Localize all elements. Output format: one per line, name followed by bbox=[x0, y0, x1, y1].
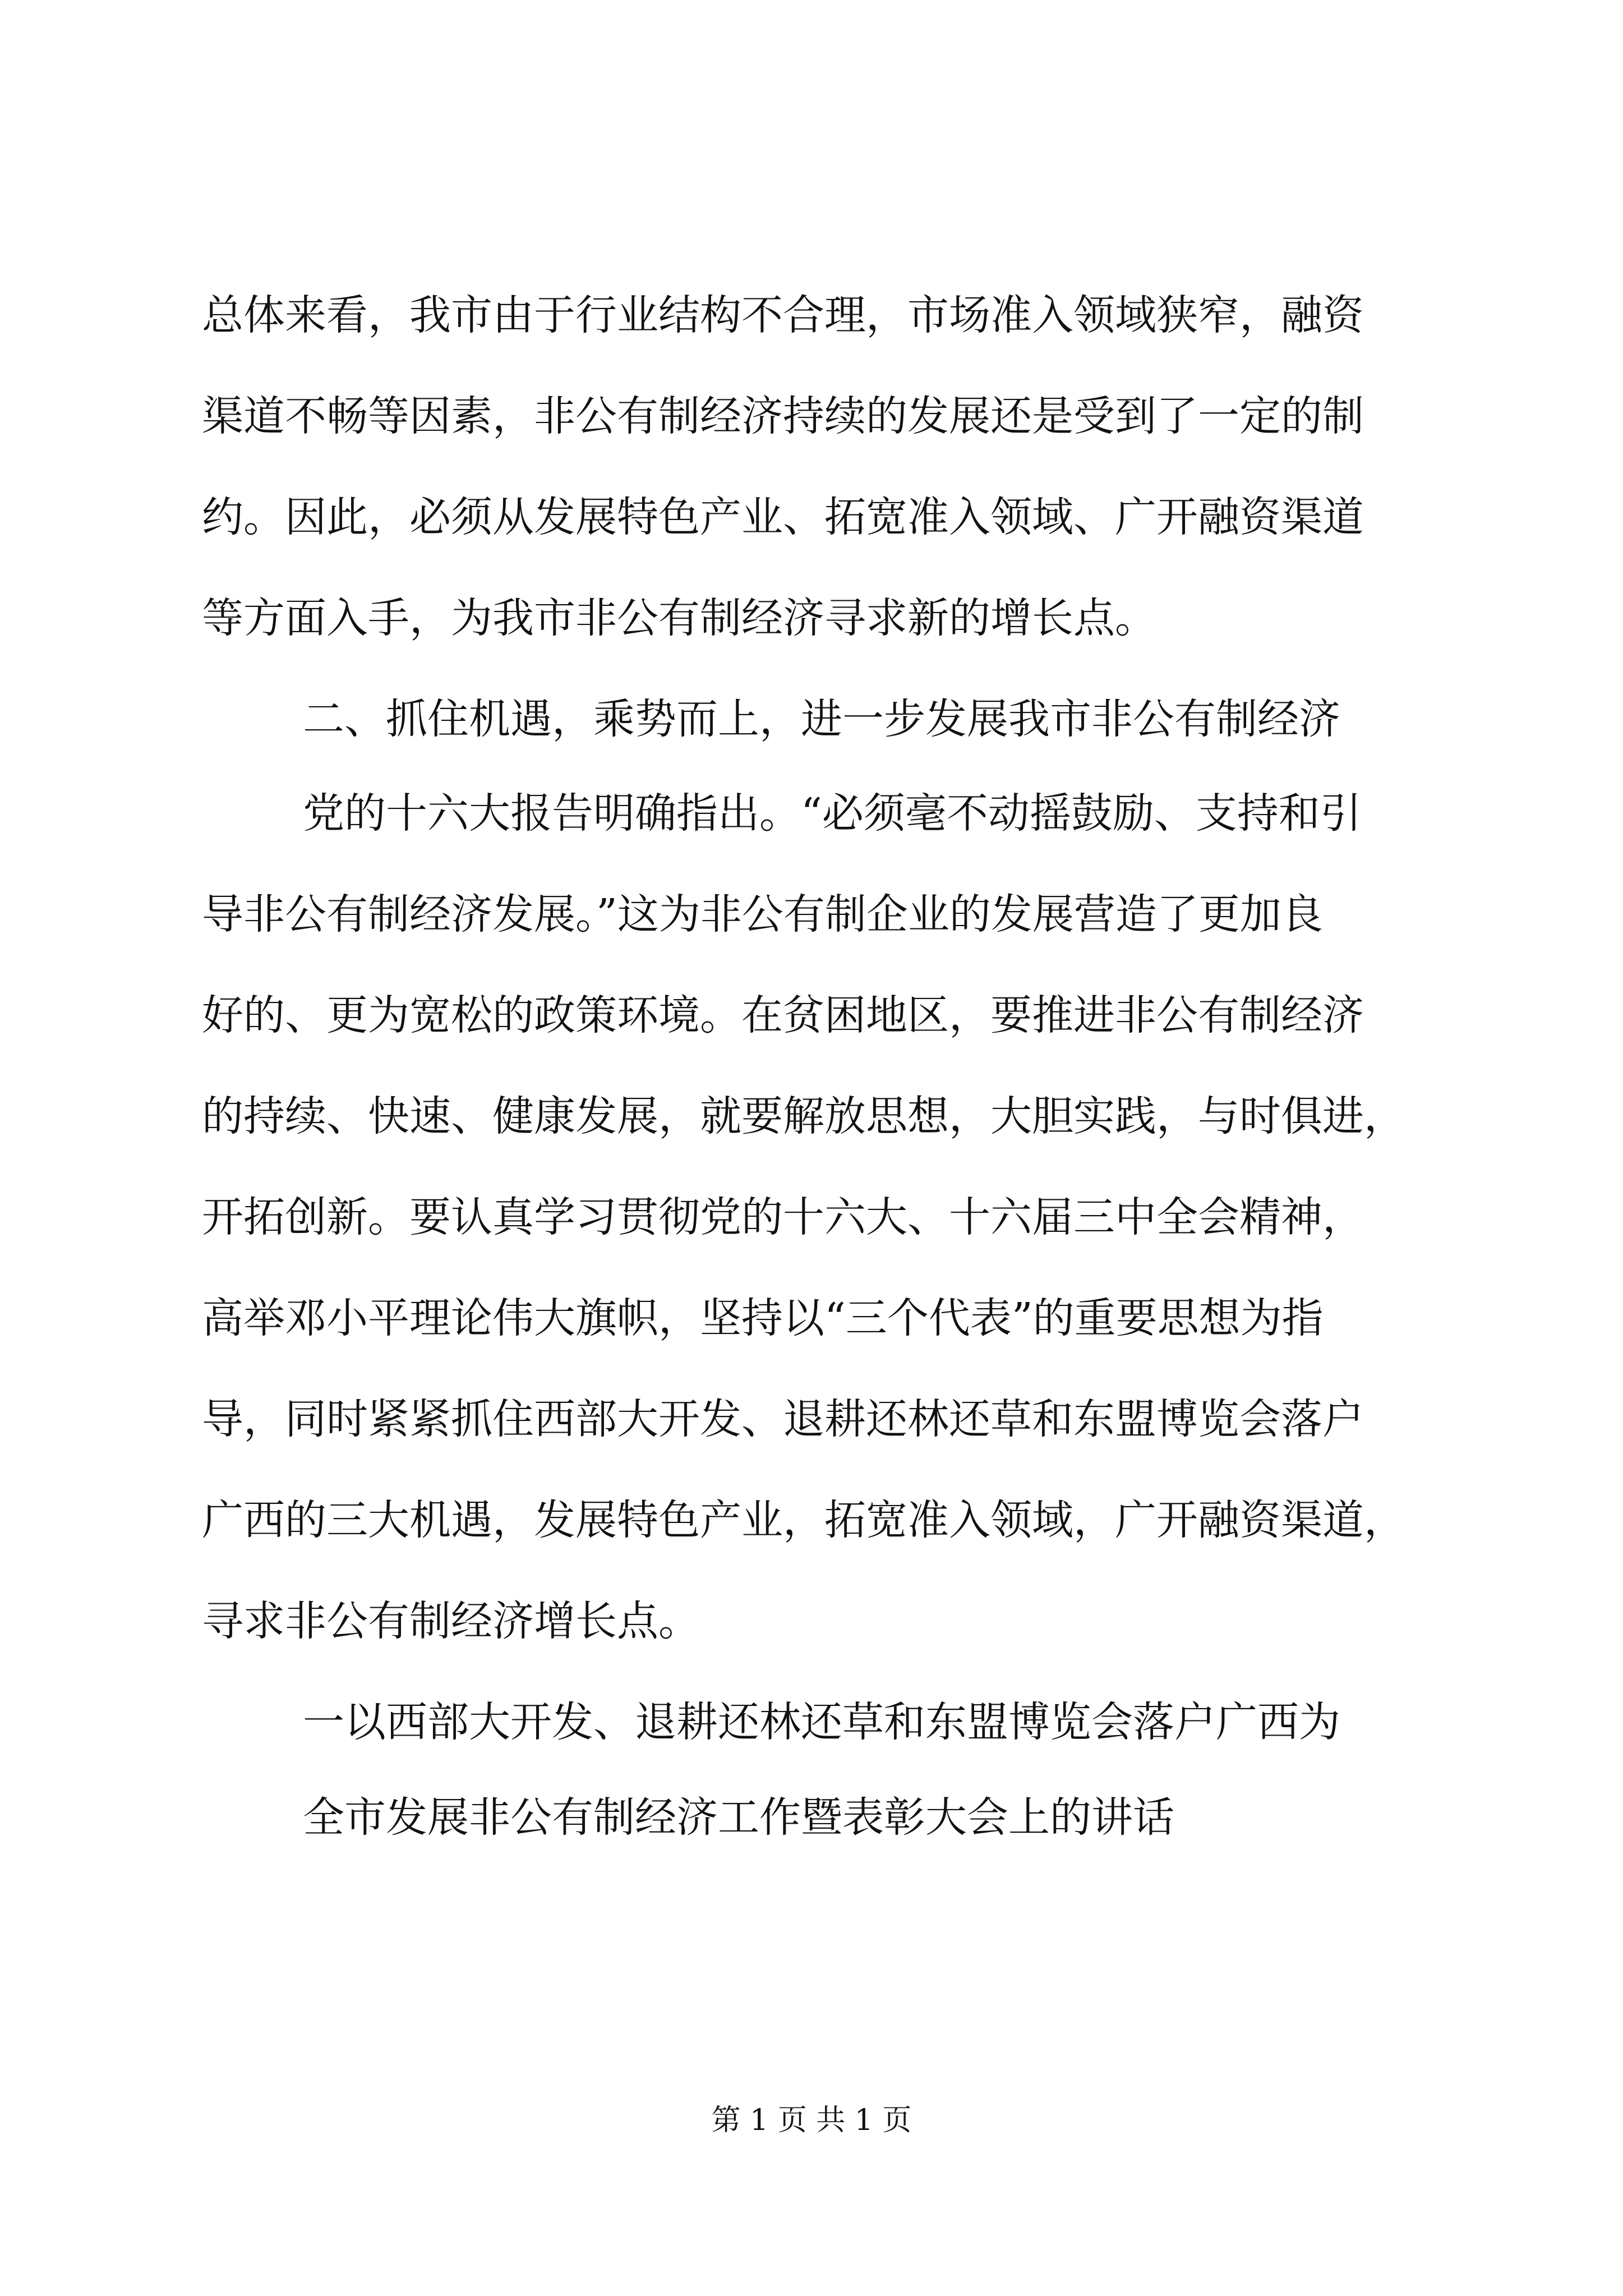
text-line: 等方面入手，为我市非公有制经济寻求新的增长点。 bbox=[202, 594, 1156, 642]
text-line: 约。因此，必须从发展特色产业、拓宽准入领域、广开融资渠道 bbox=[202, 493, 1364, 541]
subtitle-line: 全市发展非公有制经济工作暨表彰大会上的讲话 bbox=[303, 1793, 1174, 1842]
text-line: 党的十六大报告明确指出。“必须毫不动摇鼓励、支持和引 bbox=[303, 789, 1362, 838]
text-line: 的持续、快速、健康发展，就要解放思想，大胆实践，与时俱进， bbox=[202, 1092, 1405, 1140]
section-heading: 二、抓住机遇，乘势而上，进一步发展我市非公有制经济 bbox=[303, 695, 1340, 743]
text-line: 总体来看，我市由于行业结构不合理，市场准入领域狭窄，融资 bbox=[202, 291, 1364, 339]
text-line: 导非公有制经济发展。”这为非公有制企业的发展营造了更加良 bbox=[202, 890, 1323, 938]
text-line: 导，同时紧紧抓住西部大开发、退耕还林还草和东盟博览会落户 bbox=[202, 1395, 1364, 1443]
subtitle-line: 一以西部大开发、退耕还林还草和东盟博览会落户广西为 bbox=[303, 1698, 1340, 1746]
text-line: 广西的三大机遇，发展特色产业，拓宽准入领域，广开融资渠道， bbox=[202, 1496, 1405, 1544]
text-line: 好的、更为宽松的政策环境。在贫困地区，要推进非公有制经济 bbox=[202, 991, 1364, 1039]
text-line: 渠道不畅等因素，非公有制经济持续的发展还是受到了一定的制 bbox=[202, 392, 1364, 440]
text-line: 开拓创新。要认真学习贯彻党的十六大、十六届三中全会精神， bbox=[202, 1193, 1364, 1241]
text-line: 寻求非公有制经济增长点。 bbox=[202, 1597, 700, 1645]
page-footer: 第 1 页 共 1 页 bbox=[711, 2104, 912, 2137]
text-line: 高举邓小平理论伟大旗帜，坚持以“三个代表”的重要思想为指 bbox=[202, 1294, 1324, 1342]
